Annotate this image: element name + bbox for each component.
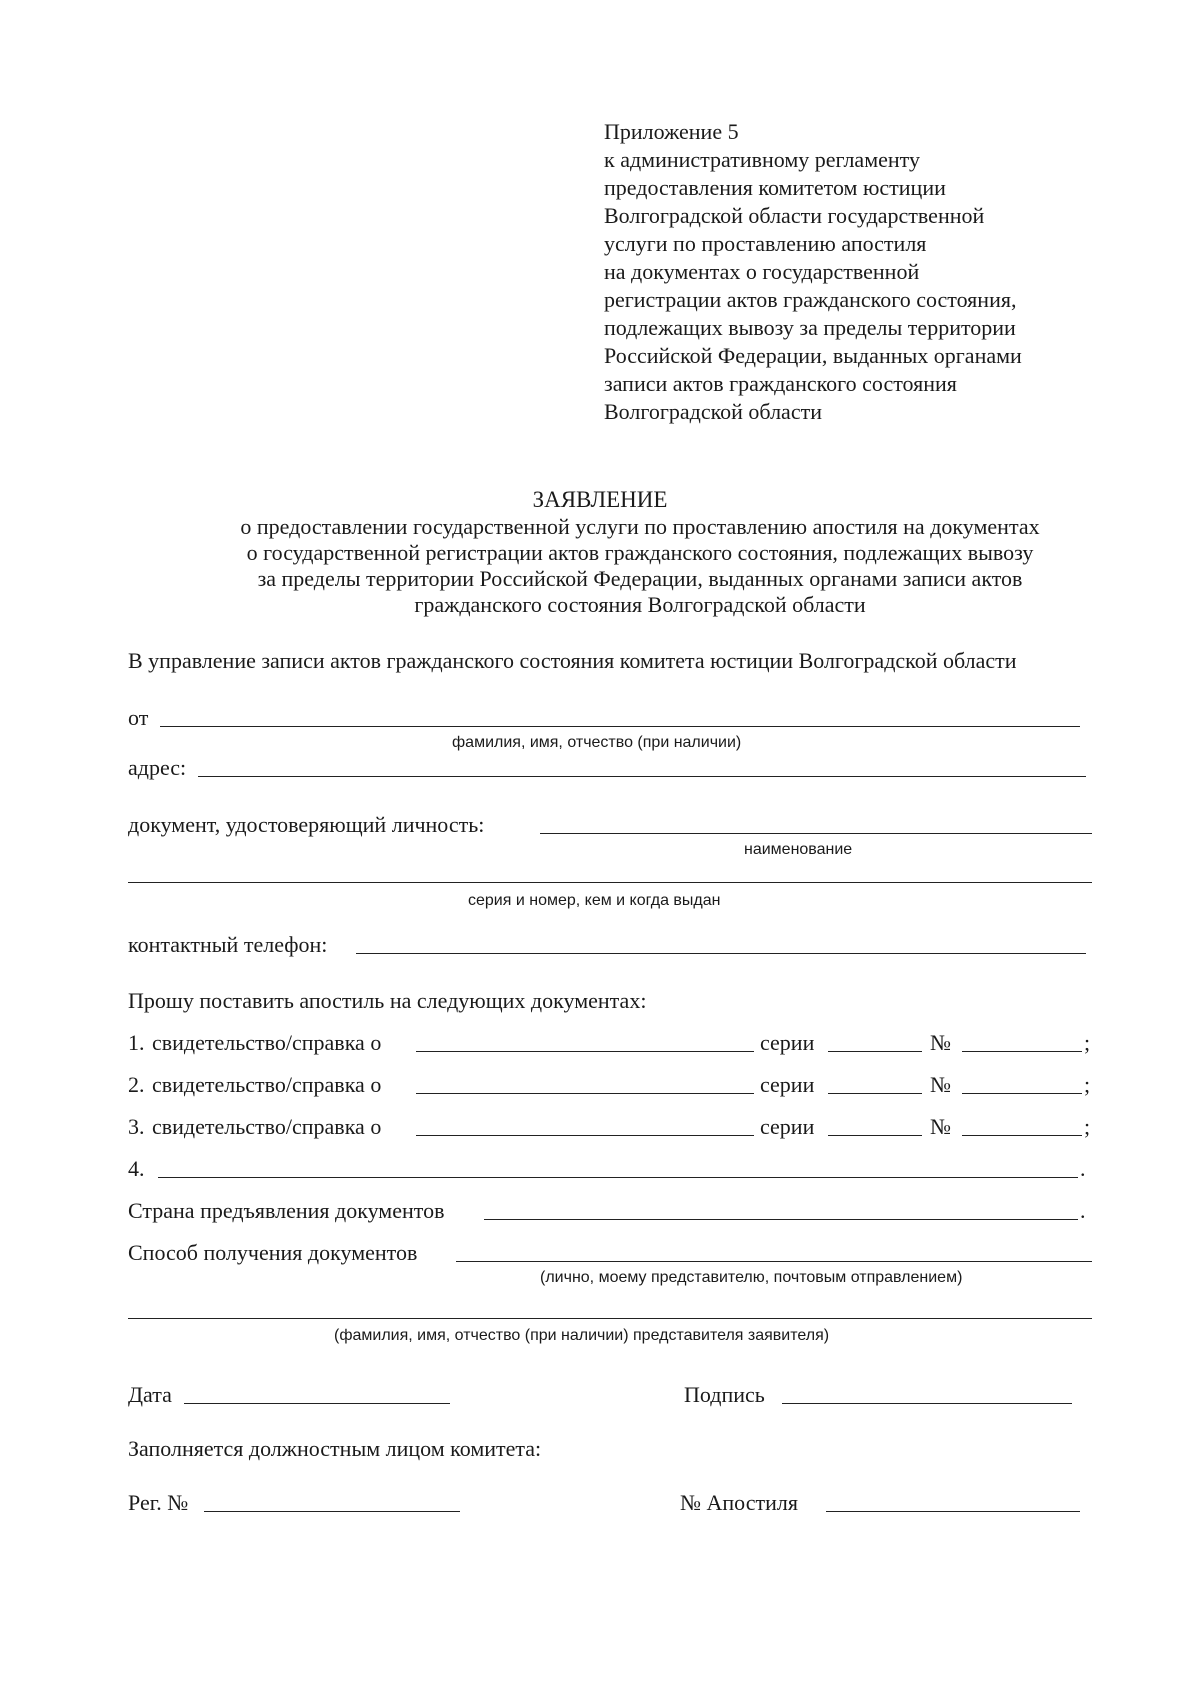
annex-line: регистрации актов гражданского состояния, [604,287,1017,312]
country-field[interactable] [484,1219,1078,1220]
doc-item-4-field[interactable] [158,1177,1078,1178]
phone-label: контактный телефон: [128,932,328,957]
doc-item-no-field[interactable] [962,1135,1082,1136]
representative-field[interactable] [128,1318,1092,1319]
doc-item-no-label: № [930,1072,951,1097]
apostille-label: № Апостиля [680,1490,798,1515]
request-text: Прошу поставить апостиль на следующих документах: [128,988,647,1013]
annex-line: Волгоградской области [604,399,822,424]
doc-item-label: свидетельство/справка о [152,1030,382,1055]
doc-item-series-label: серии [760,1030,815,1055]
method-label: Способ получения документов [128,1240,418,1265]
annex-line: к административному регламенту [604,147,920,172]
address-label: адрес: [128,755,187,780]
doc-item-type-field[interactable] [416,1135,754,1136]
doc-item-no-field[interactable] [962,1093,1082,1094]
date-label: Дата [128,1382,172,1407]
doc-item-series-field[interactable] [828,1093,922,1094]
annex-line: Волгоградской области государственной [604,203,985,228]
doc-item-series-label: серии [760,1114,815,1139]
doc-item-no-field[interactable] [962,1051,1082,1052]
doc-item-4-end: . [1080,1156,1086,1181]
method-field[interactable] [456,1261,1092,1262]
from-hint: фамилия, имя, отчество (при наличии) [452,734,742,751]
date-field[interactable] [184,1403,450,1404]
doc-item-type-field[interactable] [416,1093,754,1094]
annex-line: услуги по проставлению апостиля [604,231,927,256]
id-series-hint: серия и номер, кем и когда выдан [468,892,721,909]
addressee: В управление записи актов гражданского состояния комитета юстиции Волгоградской области [128,648,1017,673]
doc-item-end: ; [1084,1030,1091,1055]
doc-item-series-field[interactable] [828,1051,922,1052]
signature-label: Подпись [684,1382,765,1407]
annex-line: записи актов гражданского состояния [604,371,957,396]
address-field[interactable] [198,776,1086,777]
id-series-field[interactable] [128,882,1092,883]
method-hint: (лично, моему представителю, почтовым отправлением) [540,1269,963,1286]
doc-item-series-label: серии [760,1072,815,1097]
doc-item-series-field[interactable] [828,1135,922,1136]
doc-item-number: 1. [128,1030,145,1055]
signature-field[interactable] [782,1403,1072,1404]
annex-line: на документах о государственной [604,259,920,284]
official-note: Заполняется должностным лицом комитета: [128,1436,542,1461]
annex-header [604,118,1022,426]
subtitle-line: за пределы территории Российской Федерации, выданных органами записи актов [257,566,1023,591]
doc-item-type-field[interactable] [416,1051,754,1052]
doc-item-end: ; [1084,1072,1091,1097]
annex-line: подлежащих вывозу за пределы территории [604,315,1016,340]
apostille-field[interactable] [826,1511,1080,1512]
from-field[interactable] [160,726,1080,727]
subtitle-line: гражданского состояния Волгоградской области [414,592,866,617]
doc-item-label: свидетельство/справка о [152,1072,382,1097]
annex-line: Приложение 5 [604,119,739,144]
reg-label: Рег. № [128,1490,189,1515]
doc-item-end: ; [1084,1114,1091,1139]
id-doc-field[interactable] [540,833,1092,834]
doc-item-no-label: № [930,1030,951,1055]
doc-item-no-label: № [930,1114,951,1139]
representative-hint: (фамилия, имя, отчество (при наличии) представителя заявителя) [334,1327,830,1344]
subtitle-line: о предоставлении государственной услуги по проставлению апостиля на документах [240,514,1040,539]
country-end: . [1080,1198,1086,1223]
doc-item-number: 3. [128,1114,145,1139]
document-title: ЗАЯВЛЕНИЕ [532,487,668,512]
id-doc-hint: наименование [744,841,853,858]
doc-item-4-number: 4. [128,1156,145,1181]
id-doc-label: документ, удостоверяющий личность: [128,812,485,837]
annex-line: предоставления комитетом юстиции [604,175,946,200]
phone-field[interactable] [356,953,1086,954]
reg-field[interactable] [204,1511,460,1512]
country-label: Страна предъявления документов [128,1198,445,1223]
from-label: от [128,705,149,730]
subtitle-line: о государственной регистрации актов гражданского состояния, подлежащих вывозу [246,540,1034,565]
doc-item-number: 2. [128,1072,145,1097]
annex-line: Российской Федерации, выданных органами [604,343,1022,368]
doc-item-label: свидетельство/справка о [152,1114,382,1139]
document-subtitle [120,514,1160,618]
